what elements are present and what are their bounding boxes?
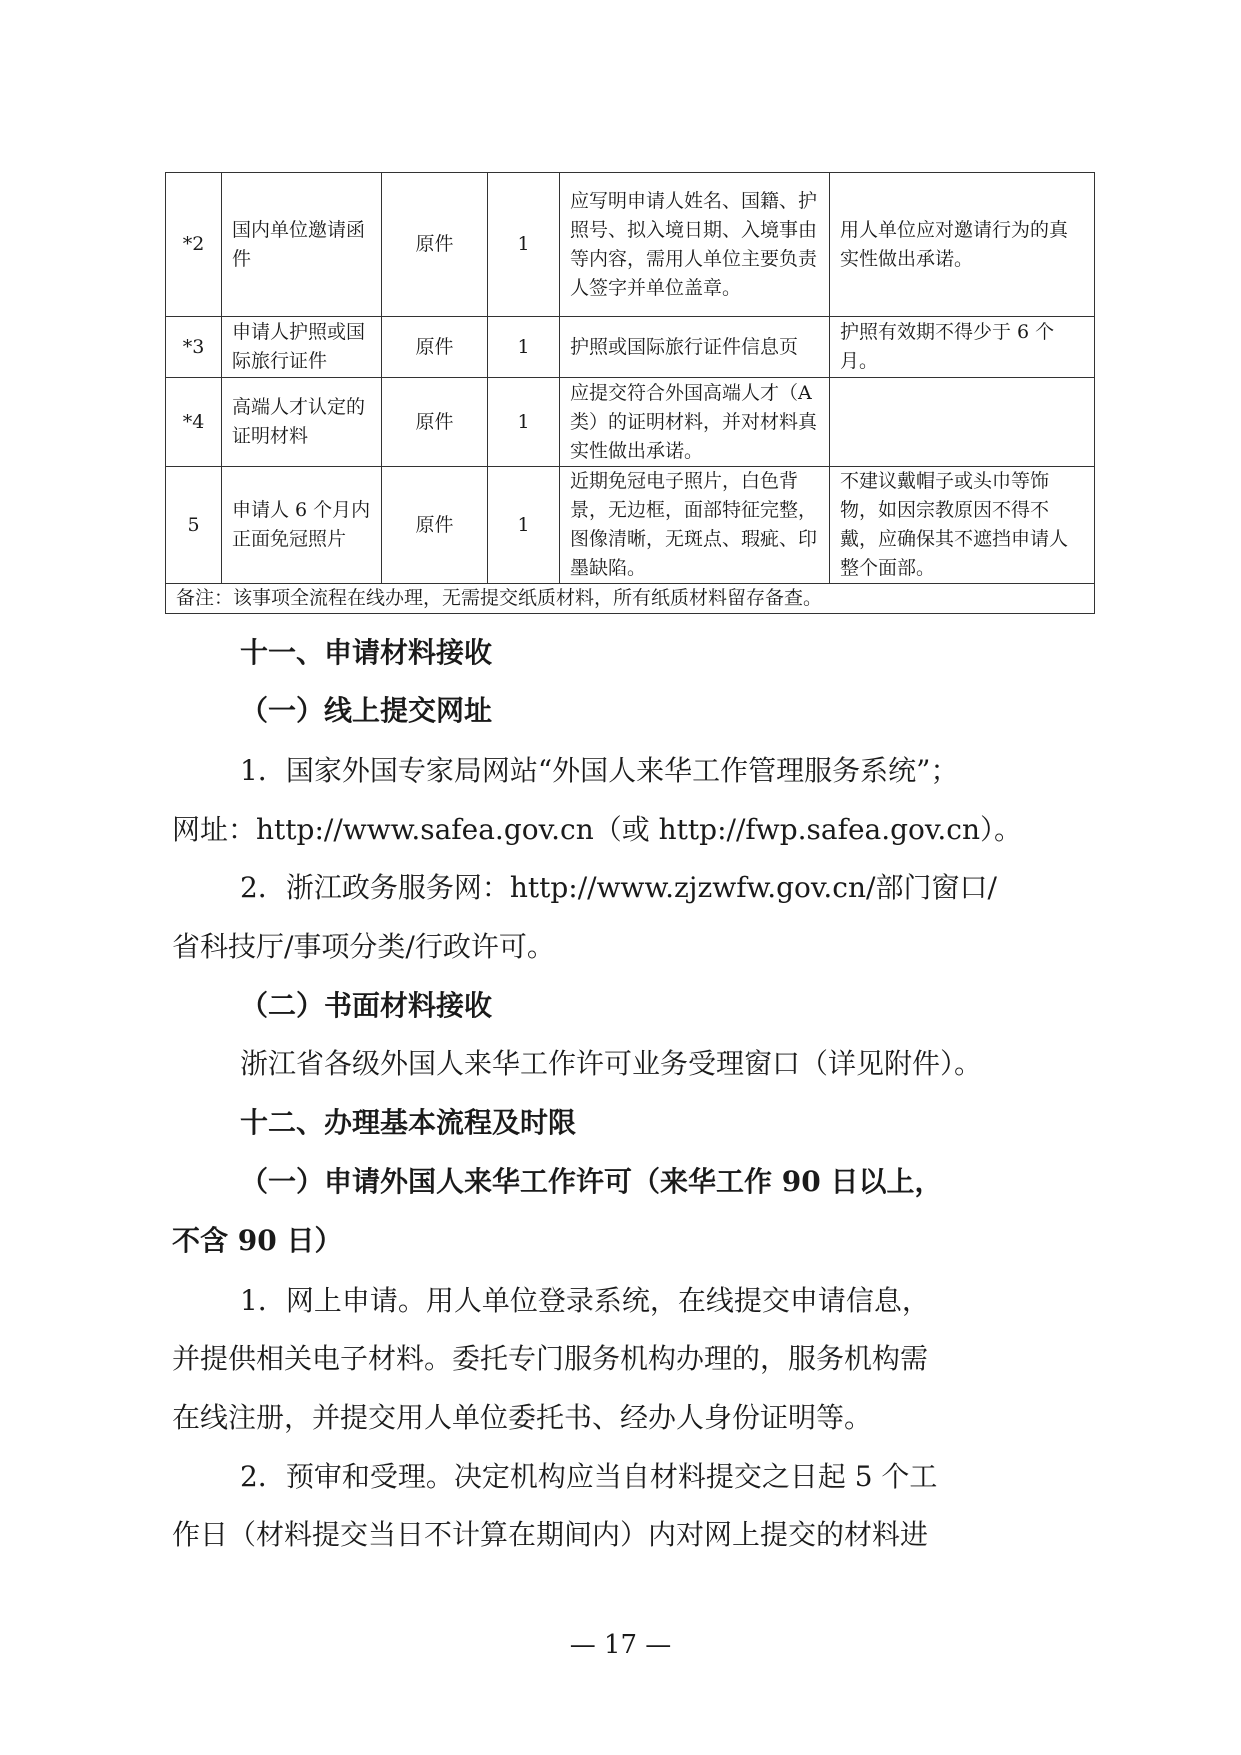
paragraph-line: 1．国家外国专家局网站“外国人来华工作管理服务系统”；	[240, 754, 959, 787]
table-row	[166, 173, 1095, 317]
cell-count: 1	[488, 173, 560, 317]
table-row	[166, 467, 1095, 584]
cell-name: 申请人 6 个月内正面免冠照片	[222, 467, 382, 584]
paragraph-line: 在线注册，并提交用人单位委托书、经办人身份证明等。	[172, 1401, 873, 1434]
paragraph-line: 1．网上申请。用人单位登录系统，在线提交申请信息，	[240, 1284, 930, 1317]
paragraph-line: 并提供相关电子材料。委托专门服务机构办理的，服务机构需	[172, 1342, 929, 1375]
cell-name: 申请人护照或国际旅行证件	[222, 317, 382, 378]
page-number-text: — 17 —	[569, 1630, 672, 1660]
cell-no: 5	[166, 467, 222, 584]
materials-table	[165, 172, 1095, 614]
cell-form: 原件	[382, 173, 488, 317]
subsection-heading-paper: （二）书面材料接收	[240, 989, 493, 1022]
page-number	[0, 1630, 1241, 1660]
cell-name: 高端人才认定的证明材料	[222, 378, 382, 467]
paragraph-line: 2．浙江政务服务网：http://www.zjzwfw.gov.cn/部门窗口/	[240, 871, 997, 904]
subsection-heading-permit: （一）申请外国人来华工作许可（来华工作 90 日以上，	[240, 1165, 943, 1198]
subsection-heading-online: （一）线上提交网址	[240, 694, 493, 727]
cell-count: 1	[488, 378, 560, 467]
table-remark-row	[166, 584, 1095, 614]
paragraph-line: 省科技厅/事项分类/行政许可。	[172, 930, 555, 963]
cell-form: 原件	[382, 317, 488, 378]
paragraph-line: 作日（材料提交当日不计算在期间内）内对网上提交的材料进	[172, 1518, 929, 1551]
cell-no: *3	[166, 317, 222, 378]
subsection-heading-permit-cont: 不含 90 日）	[172, 1224, 343, 1257]
cell-requirement: 应提交符合外国高端人才（A 类）的证明材料，并对材料真实性做出承诺。	[560, 378, 830, 467]
cell-note: 用人单位应对邀请行为的真实性做出承诺。	[830, 173, 1095, 317]
paragraph-line: 浙江省各级外国人来华工作许可业务受理窗口（详见附件）。	[240, 1047, 983, 1080]
cell-requirement: 护照或国际旅行证件信息页	[560, 317, 830, 378]
table-remark: 备注：该事项全流程在线办理，无需提交纸质材料，所有纸质材料留存备查。	[166, 584, 1095, 614]
cell-no: *2	[166, 173, 222, 317]
paragraph-line: 网址：http://www.safea.gov.cn（或 http://fwp.safea.gov.cn）。	[172, 813, 1023, 846]
cell-form: 原件	[382, 467, 488, 584]
cell-requirement: 近期免冠电子照片，白色背景，无边框，面部特征完整，图像清晰，无斑点、瑕疵、印墨缺陷。	[560, 467, 830, 584]
table-row	[166, 378, 1095, 467]
cell-form: 原件	[382, 378, 488, 467]
cell-note	[830, 378, 1095, 467]
cell-note: 不建议戴帽子或头巾等饰物，如因宗教原因不得不戴，应确保其不遮挡申请人整个面部。	[830, 467, 1095, 584]
cell-no: *4	[166, 378, 222, 467]
table-row	[166, 317, 1095, 378]
cell-count: 1	[488, 467, 560, 584]
section-heading-12: 十二、办理基本流程及时限	[240, 1106, 577, 1139]
cell-note: 护照有效期不得少于 6 个月。	[830, 317, 1095, 378]
cell-requirement: 应写明申请人姓名、国籍、护照号、拟入境日期、入境事由等内容，需用人单位主要负责人签字并单位盖章。	[560, 173, 830, 317]
cell-count: 1	[488, 317, 560, 378]
paragraph-line: 2．预审和受理。决定机构应当自材料提交之日起 5 个工	[240, 1460, 938, 1493]
cell-name: 国内单位邀请函件	[222, 173, 382, 317]
section-heading-11: 十一、申请材料接收	[240, 636, 493, 669]
